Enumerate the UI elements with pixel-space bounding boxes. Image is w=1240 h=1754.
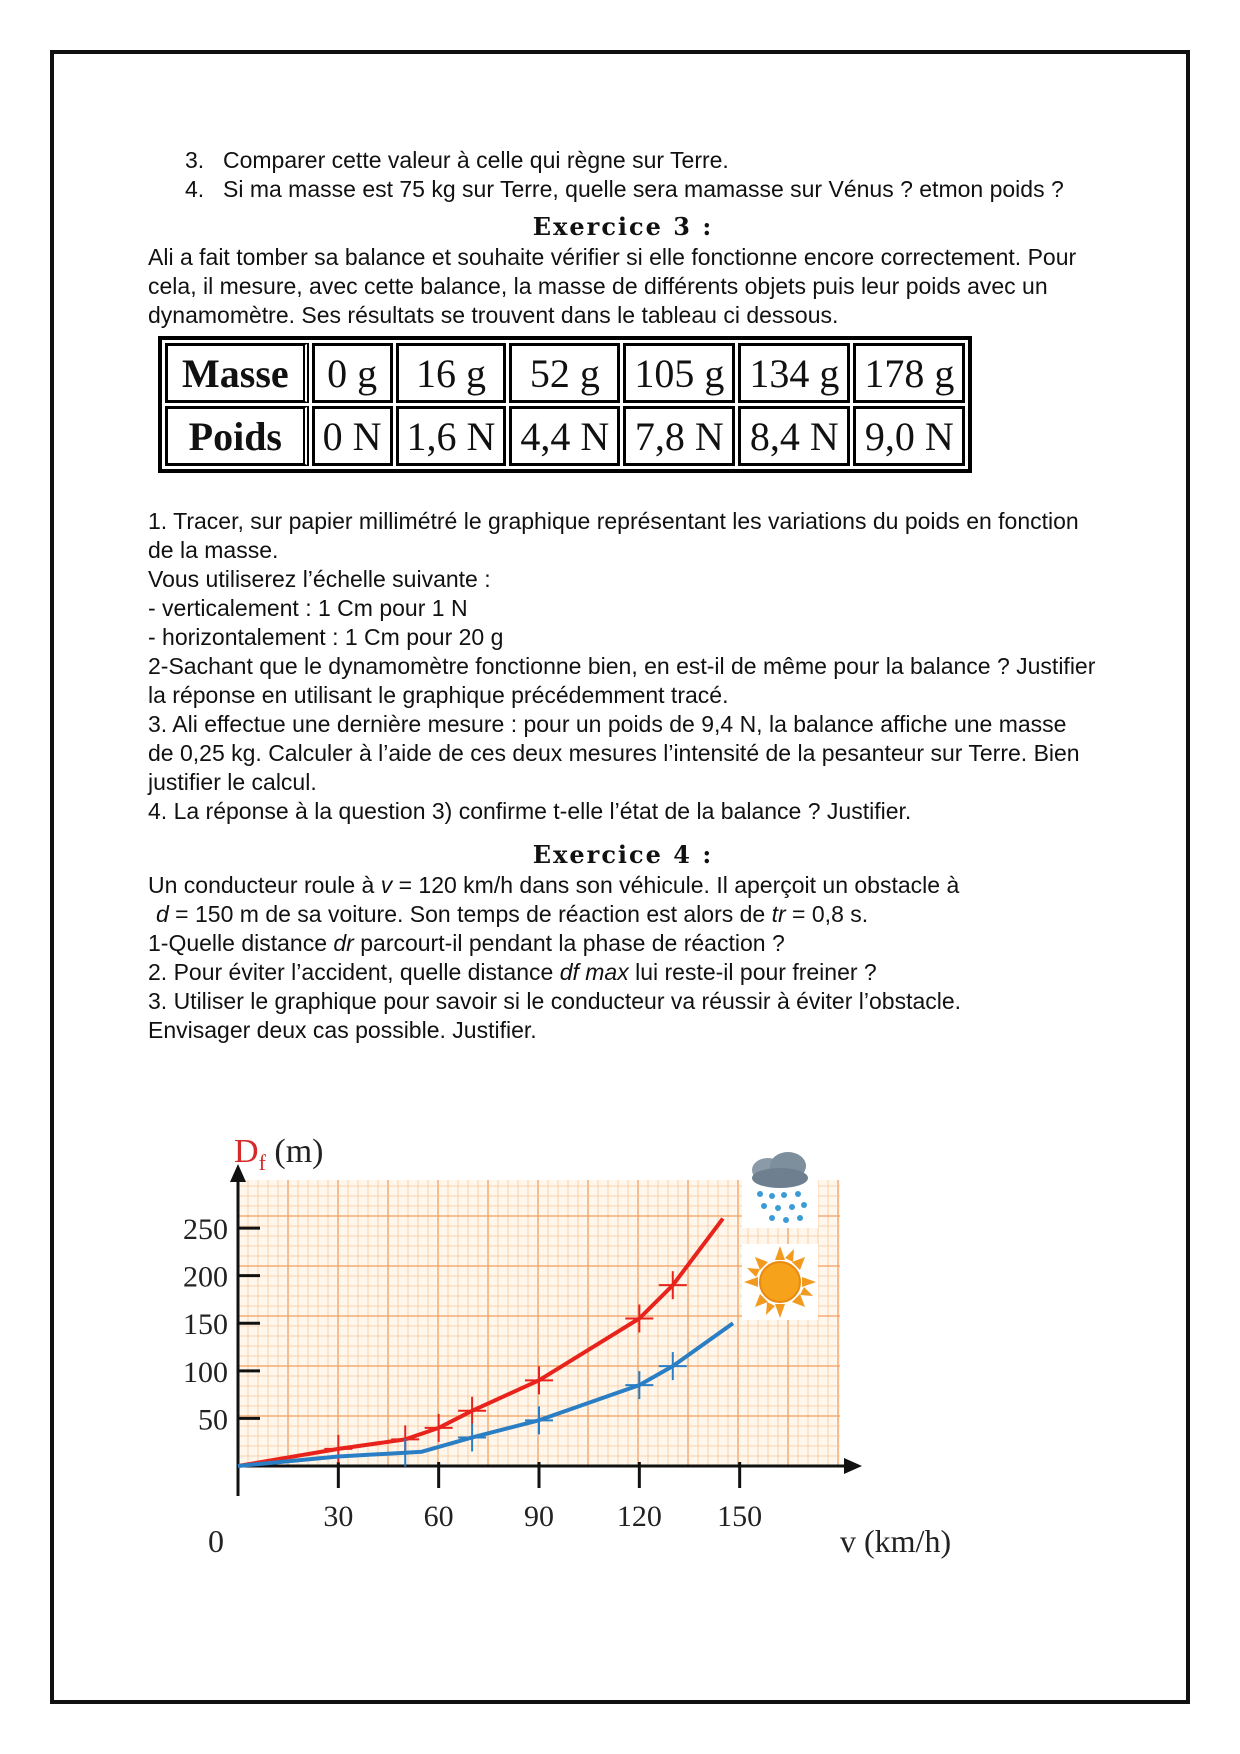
rain-cloud-icon — [742, 1150, 818, 1228]
sun-icon — [742, 1244, 818, 1320]
question-number: 4. — [185, 176, 205, 202]
table-row-poids — [165, 406, 965, 466]
exercise-3-line: Vous utiliserez l’échelle suivante : — [148, 566, 491, 592]
text: = 120 km/h dans son véhicule. Il aperçoit un obstacle à — [392, 872, 960, 898]
origin-label: 0 — [208, 1523, 224, 1559]
x-axis-arrow — [844, 1458, 862, 1474]
text: = 0,8 s. — [785, 901, 869, 927]
chart-svg — [180, 1120, 1060, 1580]
exercise-3-title: Exercice 3 : — [532, 212, 714, 241]
text: = 150 m de sa voiture. Son temps de réaction est alors de — [168, 901, 772, 927]
y-tick-label: 150 — [183, 1308, 228, 1342]
table-row-masse — [165, 343, 965, 403]
exercise-4-line-6: Envisager deux cas possible. Justifier. — [148, 1017, 537, 1043]
table-header-masse: Masse — [165, 343, 309, 403]
var-v: v — [380, 872, 393, 898]
table-cell: 8,4 N — [738, 406, 850, 466]
table-cell: 178 g — [853, 343, 965, 403]
exercise-3-line: 2-Sachant que le dynamomètre fonctionne bien, en est-il de même pour la balance ? Justifier la réponse en utilisant le graphique précédemment tracé. — [148, 653, 1096, 708]
table-cell: 16 g — [396, 343, 507, 403]
x-tick-label: 60 — [423, 1500, 454, 1533]
y-tick-label: 50 — [198, 1403, 228, 1437]
x-tick-label: 120 — [616, 1500, 662, 1533]
text: lui reste-il pour freiner ? — [628, 959, 877, 985]
exercise-4-line-1 — [148, 871, 1098, 900]
table-cell: 0 N — [312, 406, 393, 466]
var-dr: dr — [333, 930, 354, 956]
y-tick-label: 200 — [183, 1260, 228, 1294]
var-d: d — [156, 901, 169, 927]
questions-top — [148, 146, 1098, 204]
y-tick-label: 250 — [183, 1213, 228, 1247]
braking-distance-chart — [180, 1120, 1060, 1580]
question-3 — [185, 146, 1098, 175]
table-cell: 0 g — [312, 343, 393, 403]
question-number: 3. — [185, 147, 205, 173]
var-tr: tr — [771, 901, 786, 927]
measurement-table — [158, 336, 972, 473]
x-tick-label: 30 — [323, 1500, 354, 1533]
text: Un conducteur roule à — [148, 872, 381, 898]
table-cell: 52 g — [509, 343, 620, 403]
table-header-poids: Poids — [165, 406, 309, 466]
text: 1-Quelle distance — [148, 930, 334, 956]
exercise-4-line-3 — [148, 929, 1098, 958]
table-cell: 7,8 N — [623, 406, 735, 466]
exercise-3-intro: Ali a fait tomber sa balance et souhaite vérifier si elle fonctionne encore correctement. Pour cela, il mesure, avec cette balance, la masse de différents objets puis leur poids avec un dynamomètre. Ses résultats se trouvent dans le tableau ci dessous. — [148, 244, 1077, 328]
y-axis-label: $D_f$ (m) — [234, 1133, 324, 1175]
exercise-4-line-5: 3. Utiliser le graphique pour savoir si le conducteur va réussir à éviter l’obstacle. — [148, 988, 962, 1014]
x-axis-label: v (km/h) — [840, 1523, 952, 1559]
exercise-4-title: Exercice 4 : — [532, 840, 714, 869]
exercise-3-line: 1. Tracer, sur papier millimétré le graphique représentant les variations du poids en fonction de la masse. — [148, 508, 1079, 563]
x-tick-label: 150 — [717, 1500, 763, 1533]
page-content — [148, 146, 1098, 1045]
table-cell: 134 g — [738, 343, 850, 403]
question-text: Comparer cette valeur à celle qui règne sur Terre. — [223, 147, 729, 173]
text: parcourt-il pendant la phase de réaction ? — [353, 930, 785, 956]
exercise-3-line: 3. Ali effectue une dernière mesure : pour un poids de 9,4 N, la balance affiche une masse de 0,25 kg. Calculer à l’aide de ces deux mesures l’intensité de la pesanteur sur Terre. Bien justifier le calcul. — [148, 711, 1080, 795]
x-tick-label: 90 — [524, 1500, 554, 1533]
question-4 — [185, 175, 1098, 204]
text: 2. Pour éviter l’accident, quelle distance — [148, 959, 560, 985]
table-cell: 4,4 N — [509, 406, 620, 466]
table-cell: 1,6 N — [396, 406, 507, 466]
var-df-max: df max — [559, 959, 629, 985]
question-text: Si ma masse est 75 kg sur Terre, quelle sera mamasse sur Vénus ? etmon poids ? — [223, 176, 1064, 202]
exercise-3-line: - verticalement : 1 Cm pour 1 N — [148, 595, 468, 621]
y-tick-label: 100 — [183, 1355, 228, 1389]
exercise-4-line-2 — [148, 900, 1098, 929]
exercise-3-line: 4. La réponse à la question 3) confirme t-elle l’état de la balance ? Justifier. — [148, 798, 912, 824]
table-cell: 9,0 N — [853, 406, 965, 466]
exercise-3-line: - horizontalement : 1 Cm pour 20 g — [148, 624, 504, 650]
exercise-4-line-4 — [148, 958, 1098, 987]
table-cell: 105 g — [623, 343, 735, 403]
